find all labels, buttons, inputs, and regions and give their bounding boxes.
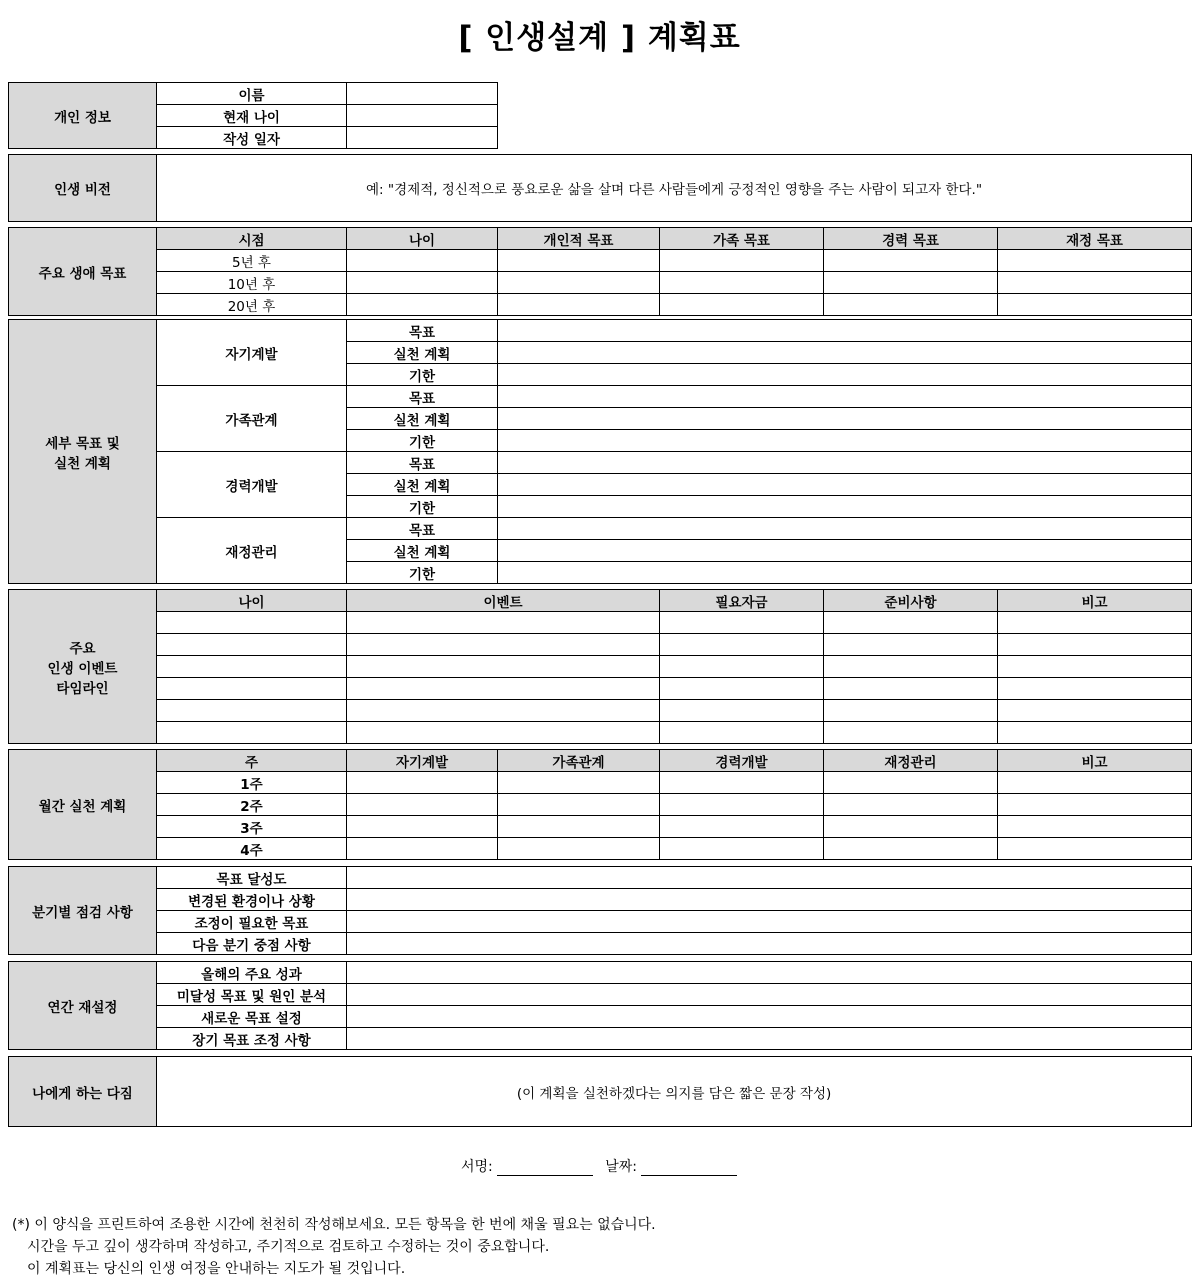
event-input[interactable]	[157, 634, 347, 656]
column-header: 나이	[347, 228, 498, 250]
monthly-input[interactable]	[998, 816, 1192, 838]
monthly-input[interactable]	[498, 816, 660, 838]
event-input[interactable]	[998, 700, 1192, 722]
section-label	[9, 590, 157, 744]
area-label: 가족관계	[157, 386, 347, 452]
monthly-input[interactable]	[998, 838, 1192, 860]
goal-input[interactable]	[498, 294, 660, 316]
review-input[interactable]	[347, 1028, 1192, 1050]
event-input[interactable]	[998, 634, 1192, 656]
table-row	[9, 386, 1192, 408]
plan-input[interactable]	[498, 540, 1192, 562]
field-input[interactable]	[347, 105, 498, 127]
signature-area	[461, 1156, 745, 1176]
monthly-input[interactable]	[824, 772, 998, 794]
table-row	[9, 228, 1192, 250]
item-label: 목표	[347, 386, 498, 408]
item-label: 실천 계획	[347, 474, 498, 496]
table-row	[9, 838, 1192, 860]
area-label: 재정관리	[157, 518, 347, 584]
label-line: 실천 계획	[54, 455, 111, 472]
table-row	[9, 794, 1192, 816]
item-label: 기한	[347, 496, 498, 518]
item-label: 목표	[347, 518, 498, 540]
label-line: 주요	[69, 640, 96, 657]
quarterly-table	[8, 866, 1192, 955]
goal-input[interactable]	[347, 294, 498, 316]
column-header: 가족 목표	[660, 228, 824, 250]
signature-field[interactable]	[497, 1160, 593, 1176]
column-header: 자기계발	[347, 750, 498, 772]
item-label: 새로운 목표 설정	[157, 1006, 347, 1028]
event-input[interactable]	[998, 612, 1192, 634]
item-label: 기한	[347, 430, 498, 452]
monthly-input[interactable]	[660, 772, 824, 794]
table-row	[9, 1006, 1192, 1028]
event-input[interactable]	[998, 656, 1192, 678]
section-label: 개인 정보	[9, 83, 157, 149]
table-row	[9, 700, 1192, 722]
row-label: 10년 후	[157, 272, 347, 294]
table-row	[9, 750, 1192, 772]
table-row	[9, 320, 1192, 342]
detail-plan-table	[8, 319, 1192, 584]
vision-text[interactable]: 예: "경제적, 정신적으로 풍요로운 삶을 살며 다른 사람들에게 긍정적인 영향을 주는 사람이 되고자 한다."	[157, 155, 1192, 222]
item-label: 목표 달성도	[157, 867, 347, 889]
note-line: (*) 이 양식을 프린트하여 조용한 시간에 천천히 작성해보세요. 모든 항목을 한 번에 채울 필요는 없습니다.	[12, 1217, 656, 1233]
monthly-input[interactable]	[347, 838, 498, 860]
column-header: 재정관리	[824, 750, 998, 772]
table-row	[9, 889, 1192, 911]
table-row	[9, 962, 1192, 984]
plan-input[interactable]	[498, 518, 1192, 540]
event-input[interactable]	[660, 700, 824, 722]
note-line: 시간을 두고 깊이 생각하며 작성하고, 주기적으로 검토하고 수정하는 것이 중요합니다.	[27, 1239, 550, 1255]
section-label: 인생 비전	[9, 155, 157, 222]
goal-input[interactable]	[660, 294, 824, 316]
event-input[interactable]	[347, 612, 660, 634]
field-label: 이름	[157, 83, 347, 105]
table-row	[9, 518, 1192, 540]
date-field[interactable]	[641, 1160, 737, 1176]
event-input[interactable]	[824, 678, 998, 700]
event-input[interactable]	[998, 678, 1192, 700]
table-row	[9, 984, 1192, 1006]
item-label: 미달성 목표 및 원인 분석	[157, 984, 347, 1006]
section-label: 연간 재설정	[9, 962, 157, 1050]
plan-input[interactable]	[498, 496, 1192, 518]
monthly-plan-table	[8, 749, 1192, 860]
goal-input[interactable]	[824, 250, 998, 272]
table-row	[9, 867, 1192, 889]
life-goals-table	[8, 227, 1192, 316]
review-input[interactable]	[347, 889, 1192, 911]
row-label: 5년 후	[157, 250, 347, 272]
event-input[interactable]	[157, 612, 347, 634]
table-row	[9, 272, 1192, 294]
event-input[interactable]	[660, 634, 824, 656]
monthly-input[interactable]	[347, 772, 498, 794]
table-row	[9, 933, 1192, 955]
event-input[interactable]	[347, 722, 660, 744]
goal-input[interactable]	[660, 250, 824, 272]
goal-input[interactable]	[660, 272, 824, 294]
table-row	[9, 816, 1192, 838]
annual-table	[8, 961, 1192, 1050]
row-label: 20년 후	[157, 294, 347, 316]
field-label: 작성 일자	[157, 127, 347, 149]
table-row	[9, 452, 1192, 474]
event-input[interactable]	[157, 722, 347, 744]
section-label: 분기별 점검 사항	[9, 867, 157, 955]
monthly-input[interactable]	[998, 772, 1192, 794]
table-row	[9, 1057, 1192, 1127]
label-line: 세부 목표 및	[45, 435, 120, 452]
plan-input[interactable]	[498, 474, 1192, 496]
label-line: 타임라인	[56, 680, 109, 697]
plan-input[interactable]	[498, 386, 1192, 408]
event-input[interactable]	[347, 678, 660, 700]
table-row	[9, 772, 1192, 794]
section-label: 월간 실천 계획	[9, 750, 157, 860]
monthly-input[interactable]	[824, 794, 998, 816]
page-title: [ 인생설계 ] 계획표	[458, 20, 741, 56]
item-label: 목표	[347, 320, 498, 342]
table-row	[9, 155, 1192, 222]
review-input[interactable]	[347, 911, 1192, 933]
item-label: 조정이 필요한 목표	[157, 911, 347, 933]
table-row	[9, 678, 1192, 700]
event-input[interactable]	[660, 612, 824, 634]
event-input[interactable]	[157, 678, 347, 700]
section-label	[9, 320, 157, 584]
monthly-input[interactable]	[660, 816, 824, 838]
plan-input[interactable]	[498, 562, 1192, 584]
column-header: 주	[157, 750, 347, 772]
goal-input[interactable]	[498, 250, 660, 272]
item-label: 실천 계획	[347, 408, 498, 430]
section-label: 주요 생애 목표	[9, 228, 157, 316]
goal-input[interactable]	[347, 272, 498, 294]
row-label: 3주	[157, 816, 347, 838]
goal-input[interactable]	[498, 272, 660, 294]
review-input[interactable]	[347, 867, 1192, 889]
area-label: 경력개발	[157, 452, 347, 518]
goal-input[interactable]	[824, 294, 998, 316]
column-header: 비고	[998, 750, 1192, 772]
monthly-input[interactable]	[498, 772, 660, 794]
event-input[interactable]	[824, 634, 998, 656]
event-input[interactable]	[660, 656, 824, 678]
plan-input[interactable]	[498, 320, 1192, 342]
monthly-input[interactable]	[498, 794, 660, 816]
column-header: 비고	[998, 590, 1192, 612]
item-label: 올해의 주요 성과	[157, 962, 347, 984]
monthly-input[interactable]	[660, 838, 824, 860]
event-input[interactable]	[157, 656, 347, 678]
column-header: 이벤트	[347, 590, 660, 612]
event-input[interactable]	[824, 722, 998, 744]
plan-input[interactable]	[498, 364, 1192, 386]
table-row	[9, 911, 1192, 933]
monthly-input[interactable]	[824, 816, 998, 838]
event-input[interactable]	[824, 700, 998, 722]
monthly-input[interactable]	[347, 816, 498, 838]
item-label: 변경된 환경이나 상황	[157, 889, 347, 911]
table-row	[9, 1028, 1192, 1050]
column-header: 경력개발	[660, 750, 824, 772]
table-row	[9, 250, 1192, 272]
goal-input[interactable]	[998, 272, 1192, 294]
row-label: 2주	[157, 794, 347, 816]
item-label: 장기 목표 조정 사항	[157, 1028, 347, 1050]
goal-input[interactable]	[824, 272, 998, 294]
row-label: 1주	[157, 772, 347, 794]
field-input[interactable]	[347, 83, 498, 105]
event-input[interactable]	[347, 634, 660, 656]
section-label: 나에게 하는 다짐	[9, 1057, 157, 1127]
monthly-input[interactable]	[347, 794, 498, 816]
plan-input[interactable]	[498, 342, 1192, 364]
pledge-text[interactable]: (이 계획을 실천하겠다는 의지를 담은 짧은 문장 작성)	[157, 1057, 1192, 1127]
field-input[interactable]	[347, 127, 498, 149]
pledge-table	[8, 1056, 1192, 1127]
signature-label: 서명:	[461, 1159, 493, 1175]
event-input[interactable]	[157, 700, 347, 722]
monthly-input[interactable]	[660, 794, 824, 816]
review-input[interactable]	[347, 1006, 1192, 1028]
event-input[interactable]	[824, 656, 998, 678]
item-label: 기한	[347, 562, 498, 584]
personal-info-table	[8, 82, 498, 149]
goal-input[interactable]	[347, 250, 498, 272]
label-line: 인생 이벤트	[47, 660, 118, 677]
table-row	[9, 634, 1192, 656]
plan-input[interactable]	[498, 408, 1192, 430]
goal-input[interactable]	[998, 250, 1192, 272]
review-input[interactable]	[347, 984, 1192, 1006]
column-header: 준비사항	[824, 590, 998, 612]
goal-input[interactable]	[998, 294, 1192, 316]
event-input[interactable]	[660, 678, 824, 700]
column-header: 가족관계	[498, 750, 660, 772]
event-input[interactable]	[347, 700, 660, 722]
column-header: 개인적 목표	[498, 228, 660, 250]
area-label: 자기계발	[157, 320, 347, 386]
event-input[interactable]	[998, 722, 1192, 744]
table-row	[9, 590, 1192, 612]
note-line: 이 계획표는 당신의 인생 여정을 안내하는 지도가 될 것입니다.	[27, 1261, 406, 1277]
monthly-input[interactable]	[824, 838, 998, 860]
table-row	[9, 612, 1192, 634]
table-row	[9, 294, 1192, 316]
plan-input[interactable]	[498, 452, 1192, 474]
column-header: 경력 목표	[824, 228, 998, 250]
item-label: 실천 계획	[347, 342, 498, 364]
event-input[interactable]	[347, 656, 660, 678]
column-header: 재정 목표	[998, 228, 1192, 250]
event-input[interactable]	[824, 612, 998, 634]
monthly-input[interactable]	[498, 838, 660, 860]
table-row	[9, 83, 498, 105]
plan-input[interactable]	[498, 430, 1192, 452]
table-row	[9, 722, 1192, 744]
field-label: 현재 나이	[157, 105, 347, 127]
monthly-input[interactable]	[998, 794, 1192, 816]
row-label: 4주	[157, 838, 347, 860]
life-events-table	[8, 589, 1192, 744]
item-label: 실천 계획	[347, 540, 498, 562]
item-label: 기한	[347, 364, 498, 386]
table-row	[9, 656, 1192, 678]
review-input[interactable]	[347, 933, 1192, 955]
date-label: 날짜:	[605, 1159, 637, 1175]
column-header: 나이	[157, 590, 347, 612]
vision-table	[8, 154, 1192, 222]
notes	[12, 1214, 656, 1280]
item-label: 다음 분기 중점 사항	[157, 933, 347, 955]
column-header: 시점	[157, 228, 347, 250]
item-label: 목표	[347, 452, 498, 474]
column-header: 필요자금	[660, 590, 824, 612]
review-input[interactable]	[347, 962, 1192, 984]
event-input[interactable]	[660, 722, 824, 744]
